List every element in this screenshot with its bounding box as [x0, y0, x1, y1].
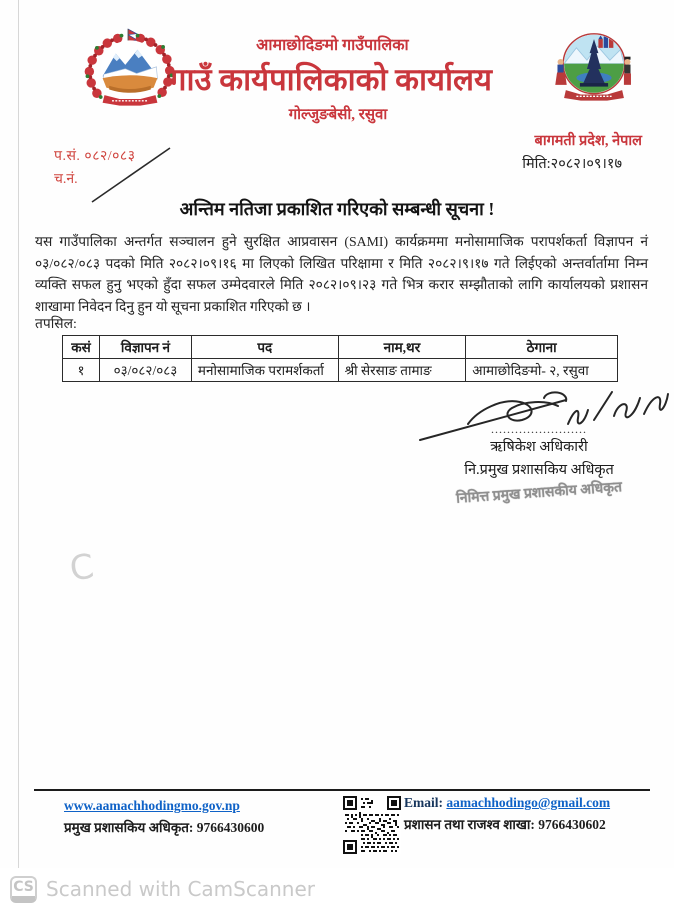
handwritten-slash-mark	[88, 142, 178, 204]
male-figure	[624, 57, 631, 85]
signature-block	[408, 384, 670, 507]
col-advertisement-no: विज्ञापन नं	[99, 336, 191, 359]
email-link[interactable]: aamachhodingo@gmail.com	[446, 795, 611, 810]
municipality-logo-icon	[550, 28, 638, 110]
qr-code	[343, 796, 401, 854]
cell-name: श्री सेरसाङ तामाङ	[338, 359, 466, 382]
signature-dotted-line: ........................	[491, 422, 587, 436]
col-address: ठेगाना	[466, 336, 618, 359]
footer-right-block	[404, 795, 610, 833]
notice-body: यस गाउँपालिका अन्तर्गत सञ्चालन हुने सुरक्षित आप्रवासन (SAMI) कार्यक्रममा मनोसामाजिक परापर्शकर्ता विज्ञापन नं ०३/०८२/०८३ पदको मिति २०८२।०९।१६ मा लिएको लिखित परिक्षामा र मिति २०८२।९।१७ गते लिईएको अन्तर्वार्तामा निम्न व्यक्ति सफल हुनु भएको हुँदा सफल उम्मेदवारले मिति २०८२।०९।२३ गते भित्र करार सम्झौताको लागि कार्यालयको प्रशासन शाखामा निवेदन दिनु हुन यो सूचना प्रकाशित गरिएको छ ।	[35, 234, 648, 314]
letter-date: मिति:२०८२।०९।१७	[522, 156, 622, 172]
table-row	[63, 359, 618, 382]
footer-left-block	[64, 798, 264, 836]
col-post: पद	[191, 336, 338, 359]
cell-advertisement-no: ०३/०८२/०८३	[99, 359, 191, 382]
province-line: बागमती प्रदेश, नेपाल	[534, 133, 642, 149]
col-name: नाम,थर	[338, 336, 466, 359]
camscanner-watermark-bar	[0, 868, 674, 910]
footer-divider	[34, 789, 650, 791]
camscanner-icon: CS	[10, 876, 37, 903]
cell-post: मनोसामाजिक परामर्शकर्ता	[191, 359, 338, 382]
website-link[interactable]: www.aamachhodingmo.gov.np	[64, 798, 240, 813]
col-serial: कसं	[63, 336, 100, 359]
phone-right-number: 9766430602	[538, 817, 606, 832]
handwritten-signature	[416, 384, 670, 442]
reference-number: प.सं. ०८२/०८३	[54, 149, 136, 164]
dispatch-number: च.नं.	[54, 172, 78, 187]
details-label: तपसिल:	[35, 316, 77, 331]
phone-right-label: प्रशासन तथा राजश्व शाखा:	[404, 817, 535, 832]
cell-address: आमाछोदिङमो- २, रसुवा	[466, 359, 618, 382]
municipality-name: आमाछोदिङमो गाउँपालिका	[256, 37, 409, 54]
notice-title: अन्तिम नतिजा प्रकाशित गरिएको सम्बन्धी सूचना !	[179, 199, 495, 219]
camscanner-text: Scanned with CamScanner	[46, 877, 315, 901]
official-stamp-text: निमित्त प्रमुख प्रशासकीय अधिकृत	[455, 480, 623, 507]
email-label: Email:	[404, 795, 443, 810]
nepal-emblem-icon	[78, 26, 182, 118]
phone-left-label: प्रमुख प्रशासकिय अधिकृत:	[64, 820, 194, 835]
cell-serial: १	[63, 359, 100, 382]
scan-edge-line	[18, 0, 19, 868]
result-table	[62, 335, 618, 382]
signatory-name: ऋषिकेश अधिकारी	[490, 439, 588, 455]
phone-left-number: 9766430600	[196, 820, 265, 835]
office-title: गाउँ कार्यपालिकाको कार्यालय	[169, 62, 493, 97]
stray-pen-mark: C	[67, 546, 97, 590]
office-address: गोल्जुङबेसी, रसुवा	[288, 107, 388, 123]
signatory-title: नि.प्रमुख प्रशासकिय अधिकृत	[464, 462, 614, 478]
table-header-row	[63, 336, 618, 359]
